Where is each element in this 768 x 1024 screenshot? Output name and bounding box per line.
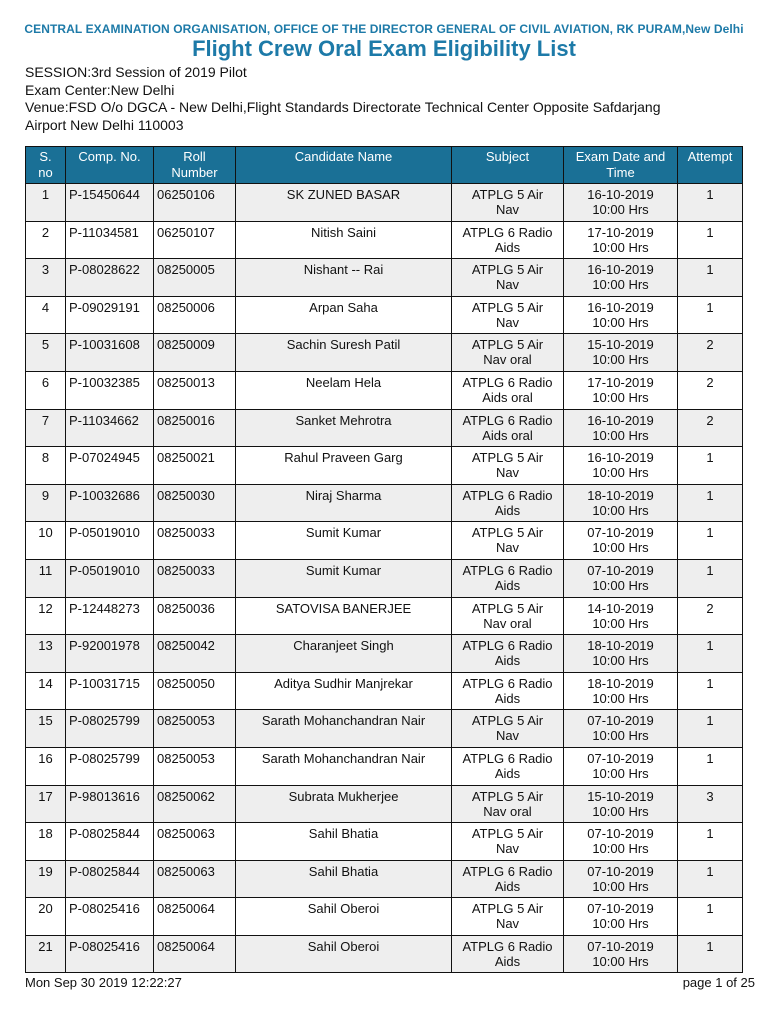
cell-exam-date-time: 07-10-2019 10:00 Hrs (564, 898, 678, 936)
cell-sno: 17 (26, 785, 66, 823)
cell-subject: ATPLG 6 Radio Aids (452, 635, 564, 673)
cell-sno: 15 (26, 710, 66, 748)
page-title: Flight Crew Oral Exam Eligibility List (192, 36, 576, 61)
cell-comp-no: P-11034662 (66, 409, 154, 447)
session-text: SESSION:3rd Session of 2019 Pilot (25, 64, 247, 80)
cell-roll-number: 08250063 (154, 823, 236, 861)
table-row (26, 898, 743, 936)
cell-sno: 19 (26, 860, 66, 898)
table-row (26, 635, 743, 673)
cell-candidate-name: Nishant -- Rai (236, 259, 452, 297)
table-row (26, 785, 743, 823)
cell-roll-number: 08250016 (154, 409, 236, 447)
cell-comp-no: P-08025799 (66, 747, 154, 785)
cell-roll-number: 08250021 (154, 447, 236, 485)
organisation-heading: CENTRAL EXAMINATION ORGANISATION, OFFICE OF THE DIRECTOR GENERAL OF CIVIL AVIATION, RK PURAM,New Delhi (24, 22, 744, 36)
cell-attempt: 1 (678, 522, 743, 560)
cell-subject: ATPLG 5 Air Nav (452, 447, 564, 485)
cell-exam-date-time: 07-10-2019 10:00 Hrs (564, 823, 678, 861)
cell-comp-no: P-09029191 (66, 296, 154, 334)
cell-subject: ATPLG 5 Air Nav oral (452, 785, 564, 823)
venue-text-line2: Airport New Delhi 110003 (25, 116, 184, 133)
cell-candidate-name: Sumit Kumar (236, 522, 452, 560)
cell-subject: ATPLG 5 Air Nav (452, 184, 564, 222)
cell-comp-no: P-11034581 (66, 221, 154, 259)
table-row (26, 221, 743, 259)
cell-candidate-name: Sahil Oberoi (236, 898, 452, 936)
cell-candidate-name: Arpan Saha (236, 296, 452, 334)
cell-exam-date-time: 16-10-2019 10:00 Hrs (564, 259, 678, 297)
cell-sno: 7 (26, 409, 66, 447)
table-row (26, 823, 743, 861)
cell-candidate-name: Sarath Mohanchandran Nair (236, 710, 452, 748)
print-timestamp: Mon Sep 30 2019 12:22:27 (25, 975, 182, 990)
cell-sno: 20 (26, 898, 66, 936)
cell-comp-no: P-12448273 (66, 597, 154, 635)
cell-sno: 18 (26, 823, 66, 861)
cell-exam-date-time: 07-10-2019 10:00 Hrs (564, 710, 678, 748)
cell-candidate-name: Rahul Praveen Garg (236, 447, 452, 485)
cell-exam-date-time: 18-10-2019 10:00 Hrs (564, 484, 678, 522)
table-row (26, 371, 743, 409)
cell-exam-date-time: 07-10-2019 10:00 Hrs (564, 860, 678, 898)
cell-subject: ATPLG 6 Radio Aids (452, 559, 564, 597)
cell-comp-no: P-10031715 (66, 672, 154, 710)
table-row (26, 184, 743, 222)
cell-comp-no: P-08028622 (66, 259, 154, 297)
cell-attempt: 1 (678, 484, 743, 522)
cell-comp-no: P-05019010 (66, 522, 154, 560)
cell-roll-number: 08250042 (154, 635, 236, 673)
cell-attempt: 1 (678, 747, 743, 785)
cell-exam-date-time: 17-10-2019 10:00 Hrs (564, 221, 678, 259)
cell-sno: 1 (26, 184, 66, 222)
cell-candidate-name: Sarath Mohanchandran Nair (236, 747, 452, 785)
cell-roll-number: 08250063 (154, 860, 236, 898)
cell-exam-date-time: 16-10-2019 10:00 Hrs (564, 296, 678, 334)
cell-attempt: 1 (678, 296, 743, 334)
cell-exam-date-time: 18-10-2019 10:00 Hrs (564, 635, 678, 673)
cell-roll-number: 08250064 (154, 935, 236, 973)
cell-sno: 21 (26, 935, 66, 973)
table-row (26, 860, 743, 898)
table-row (26, 447, 743, 485)
cell-roll-number: 08250033 (154, 559, 236, 597)
cell-exam-date-time: 07-10-2019 10:00 Hrs (564, 935, 678, 973)
table-row (26, 935, 743, 973)
cell-candidate-name: Sumit Kumar (236, 559, 452, 597)
cell-candidate-name: Subrata Mukherjee (236, 785, 452, 823)
cell-roll-number: 08250030 (154, 484, 236, 522)
cell-candidate-name: SATOVISA BANERJEE (236, 597, 452, 635)
cell-sno: 12 (26, 597, 66, 635)
cell-exam-date-time: 15-10-2019 10:00 Hrs (564, 334, 678, 372)
cell-candidate-name: Neelam Hela (236, 371, 452, 409)
cell-sno: 8 (26, 447, 66, 485)
cell-candidate-name: Niraj Sharma (236, 484, 452, 522)
cell-subject: ATPLG 5 Air Nav oral (452, 334, 564, 372)
cell-roll-number: 06250107 (154, 221, 236, 259)
cell-attempt: 1 (678, 559, 743, 597)
cell-exam-date-time: 07-10-2019 10:00 Hrs (564, 747, 678, 785)
col-header-exam-date: Exam Date and Time (564, 147, 678, 184)
cell-candidate-name: SK ZUNED BASAR (236, 184, 452, 222)
cell-sno: 11 (26, 559, 66, 597)
cell-comp-no: P-92001978 (66, 635, 154, 673)
col-header-roll-number: Roll Number (154, 147, 236, 184)
cell-exam-date-time: 14-10-2019 10:00 Hrs (564, 597, 678, 635)
col-header-sno: S. no (26, 147, 66, 184)
cell-candidate-name: Sanket Mehrotra (236, 409, 452, 447)
table-body (26, 184, 743, 973)
cell-exam-date-time: 16-10-2019 10:00 Hrs (564, 447, 678, 485)
cell-roll-number: 08250064 (154, 898, 236, 936)
cell-subject: ATPLG 5 Air Nav (452, 259, 564, 297)
cell-attempt: 1 (678, 635, 743, 673)
cell-attempt: 1 (678, 935, 743, 973)
cell-comp-no: P-08025844 (66, 860, 154, 898)
cell-sno: 16 (26, 747, 66, 785)
cell-attempt: 1 (678, 672, 743, 710)
cell-attempt: 2 (678, 334, 743, 372)
cell-attempt: 2 (678, 371, 743, 409)
table-header-row (26, 147, 743, 184)
cell-sno: 3 (26, 259, 66, 297)
cell-subject: ATPLG 5 Air Nav (452, 823, 564, 861)
cell-comp-no: P-08025416 (66, 935, 154, 973)
cell-subject: ATPLG 6 Radio Aids oral (452, 371, 564, 409)
cell-sno: 14 (26, 672, 66, 710)
cell-roll-number: 08250006 (154, 296, 236, 334)
cell-candidate-name: Sahil Oberoi (236, 935, 452, 973)
cell-subject: ATPLG 6 Radio Aids (452, 747, 564, 785)
cell-comp-no: P-08025416 (66, 898, 154, 936)
cell-roll-number: 08250062 (154, 785, 236, 823)
cell-roll-number: 06250106 (154, 184, 236, 222)
cell-roll-number: 08250036 (154, 597, 236, 635)
cell-attempt: 2 (678, 597, 743, 635)
cell-subject: ATPLG 5 Air Nav (452, 296, 564, 334)
cell-comp-no: P-08025844 (66, 823, 154, 861)
cell-roll-number: 08250053 (154, 747, 236, 785)
cell-comp-no: P-10032385 (66, 371, 154, 409)
cell-roll-number: 08250009 (154, 334, 236, 372)
cell-subject: ATPLG 6 Radio Aids (452, 860, 564, 898)
cell-subject: ATPLG 5 Air Nav oral (452, 597, 564, 635)
cell-candidate-name: Nitish Saini (236, 221, 452, 259)
cell-exam-date-time: 07-10-2019 10:00 Hrs (564, 559, 678, 597)
cell-roll-number: 08250033 (154, 522, 236, 560)
cell-sno: 4 (26, 296, 66, 334)
cell-subject: ATPLG 6 Radio Aids (452, 672, 564, 710)
cell-attempt: 2 (678, 409, 743, 447)
cell-comp-no: P-05019010 (66, 559, 154, 597)
cell-attempt: 3 (678, 785, 743, 823)
cell-comp-no: P-15450644 (66, 184, 154, 222)
cell-attempt: 1 (678, 898, 743, 936)
cell-roll-number: 08250013 (154, 371, 236, 409)
table-row (26, 597, 743, 635)
cell-exam-date-time: 16-10-2019 10:00 Hrs (564, 184, 678, 222)
cell-exam-date-time: 07-10-2019 10:00 Hrs (564, 522, 678, 560)
cell-attempt: 1 (678, 221, 743, 259)
cell-subject: ATPLG 6 Radio Aids (452, 935, 564, 973)
cell-attempt: 1 (678, 710, 743, 748)
table-row (26, 296, 743, 334)
cell-subject: ATPLG 5 Air Nav (452, 898, 564, 936)
cell-comp-no: P-07024945 (66, 447, 154, 485)
cell-sno: 2 (26, 221, 66, 259)
cell-comp-no: P-10031608 (66, 334, 154, 372)
table-row (26, 409, 743, 447)
table-row (26, 334, 743, 372)
table-row (26, 559, 743, 597)
cell-roll-number: 08250050 (154, 672, 236, 710)
cell-candidate-name: Sahil Bhatia (236, 860, 452, 898)
cell-subject: ATPLG 6 Radio Aids (452, 484, 564, 522)
cell-attempt: 1 (678, 860, 743, 898)
table-row (26, 672, 743, 710)
cell-subject: ATPLG 6 Radio Aids (452, 221, 564, 259)
eligibility-table (25, 146, 743, 973)
venue-text-line1: Venue:FSD O/o DGCA - New Delhi,Flight Standards Directorate Technical Center Opposite Safdarjang (25, 99, 661, 115)
col-header-attempt: Attempt (678, 147, 743, 184)
col-header-comp-no: Comp. No. (66, 147, 154, 184)
exam-details (25, 64, 755, 134)
cell-attempt: 1 (678, 447, 743, 485)
page-number: page 1 of 25 (682, 975, 755, 990)
col-header-candidate-name: Candidate Name (236, 147, 452, 184)
cell-comp-no: P-98013616 (66, 785, 154, 823)
cell-attempt: 1 (678, 823, 743, 861)
cell-candidate-name: Sachin Suresh Patil (236, 334, 452, 372)
cell-roll-number: 08250053 (154, 710, 236, 748)
table-row (26, 747, 743, 785)
cell-sno: 10 (26, 522, 66, 560)
cell-exam-date-time: 15-10-2019 10:00 Hrs (564, 785, 678, 823)
table-row (26, 522, 743, 560)
cell-attempt: 1 (678, 259, 743, 297)
cell-sno: 13 (26, 635, 66, 673)
cell-sno: 5 (26, 334, 66, 372)
cell-sno: 9 (26, 484, 66, 522)
cell-subject: ATPLG 6 Radio Aids oral (452, 409, 564, 447)
cell-attempt: 1 (678, 184, 743, 222)
cell-candidate-name: Charanjeet Singh (236, 635, 452, 673)
cell-comp-no: P-10032686 (66, 484, 154, 522)
table-row (26, 259, 743, 297)
table-row (26, 484, 743, 522)
cell-roll-number: 08250005 (154, 259, 236, 297)
exam-center-text: Exam Center:New Delhi (25, 81, 175, 98)
cell-comp-no: P-08025799 (66, 710, 154, 748)
col-header-subject: Subject (452, 147, 564, 184)
cell-exam-date-time: 17-10-2019 10:00 Hrs (564, 371, 678, 409)
cell-candidate-name: Sahil Bhatia (236, 823, 452, 861)
cell-sno: 6 (26, 371, 66, 409)
table-row (26, 710, 743, 748)
cell-subject: ATPLG 5 Air Nav (452, 710, 564, 748)
cell-subject: ATPLG 5 Air Nav (452, 522, 564, 560)
cell-candidate-name: Aditya Sudhir Manjrekar (236, 672, 452, 710)
cell-exam-date-time: 18-10-2019 10:00 Hrs (564, 672, 678, 710)
cell-exam-date-time: 16-10-2019 10:00 Hrs (564, 409, 678, 447)
